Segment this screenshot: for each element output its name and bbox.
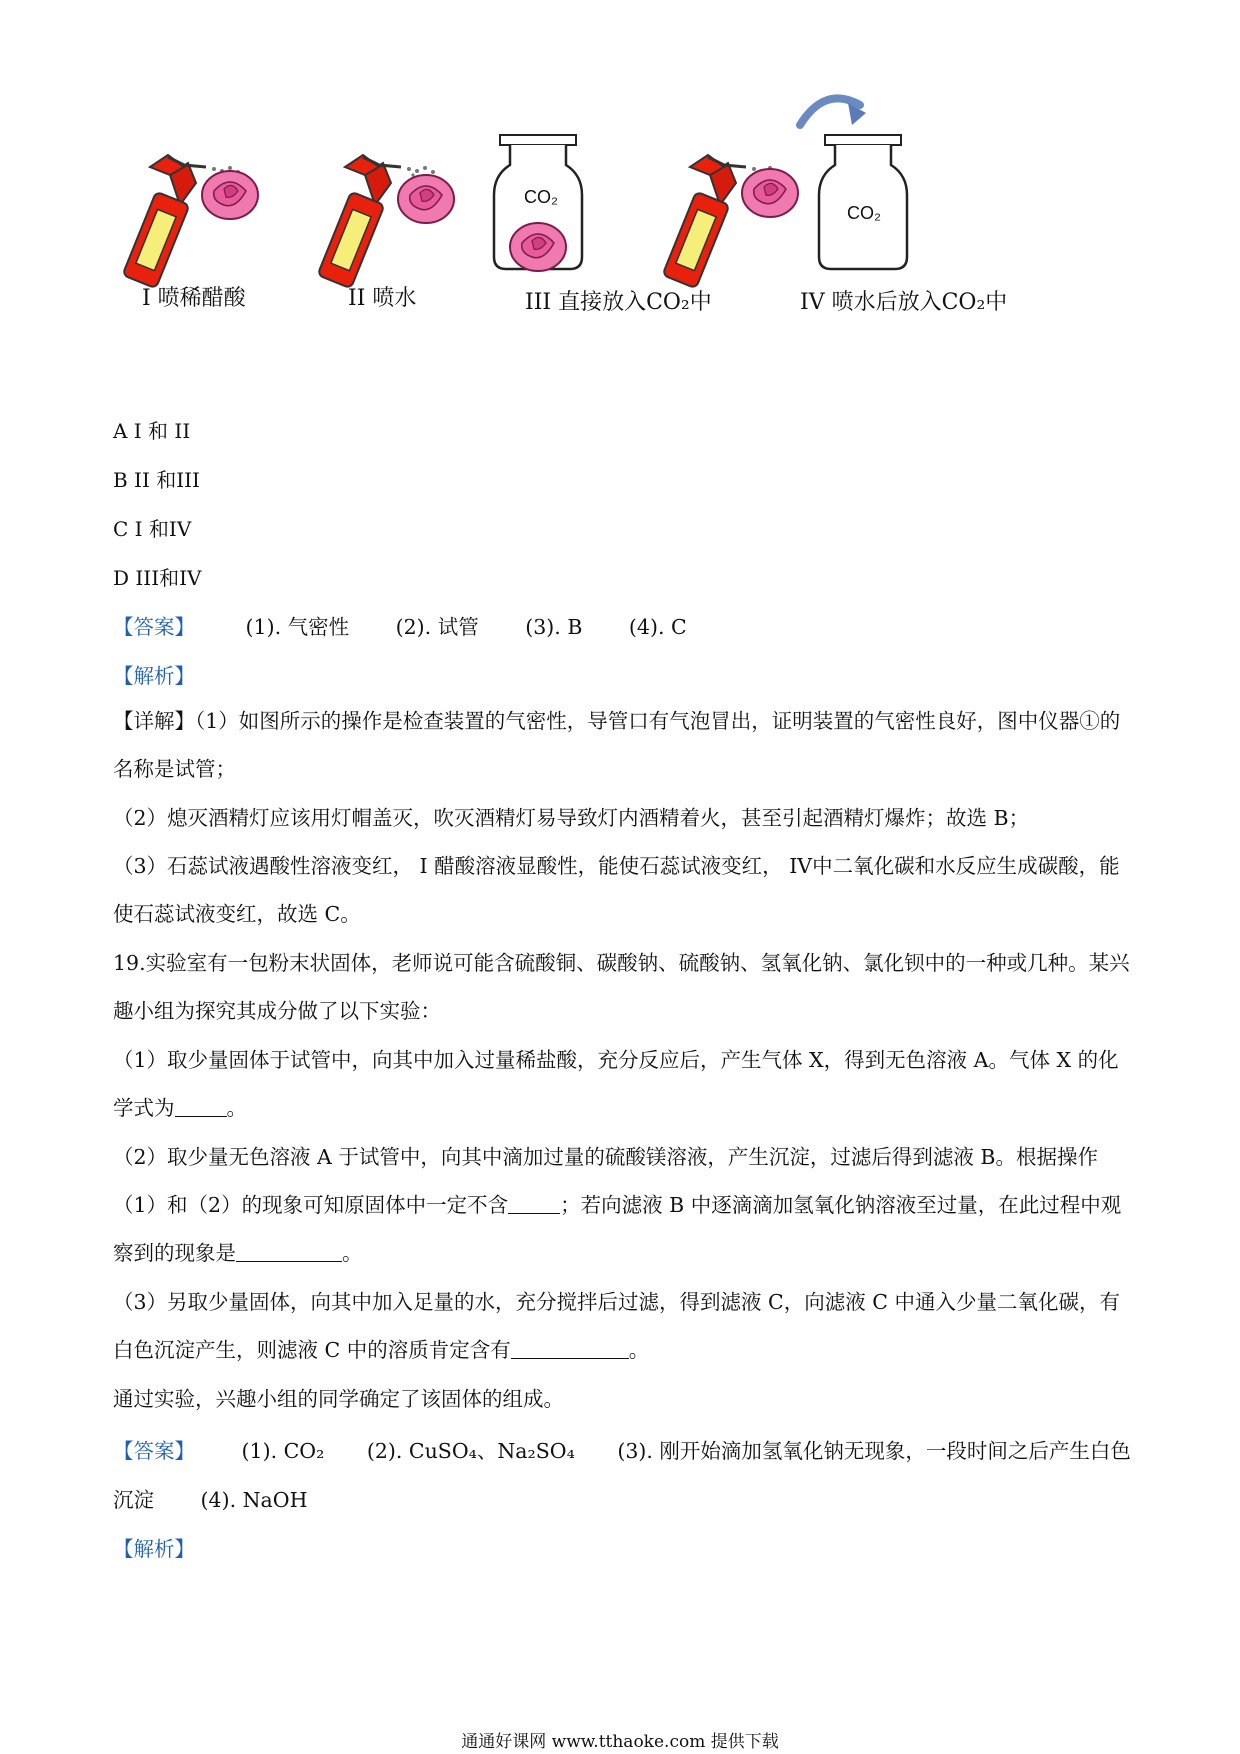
q19-part3-text: （3）另取少量固体，向其中加入足量的水，充分搅拌后过滤，得到滤液 C，向滤液 C 中通入少量二氧化碳，有白色沉淀产生，则滤液 C 中的溶质肯定含有 [113, 1290, 1120, 1362]
experiment-figure [110, 85, 1030, 355]
option-c: C I 和IV [113, 517, 192, 541]
detail-p3: （3）石蕊试液遇酸性溶液变红， I 醋酸溶液显酸性，能使石蕊试液变红， IV中二氧化碳和水反应生成碳酸，能使石蕊试液变红，故选 C。 [113, 854, 1120, 926]
option-b: B II 和III [113, 468, 200, 492]
q19-part3 [113, 1278, 1133, 1374]
jar-text-3: CO₂ [524, 187, 558, 207]
detail-p1 [113, 697, 1133, 793]
answer-blank [511, 1338, 629, 1359]
q19-part2-text-b: ；若向滤液 B 中逐滴滴加氢氧化钠溶液至过量，在此过程中观察到的现象是 [113, 1193, 1122, 1265]
figure-label-3: III 直接放入CO₂中 [525, 290, 712, 315]
option-a: A I 和 II [113, 419, 191, 443]
detail-tag: 【详解】 [113, 709, 195, 733]
q19-part1-end: 。 [226, 1096, 247, 1120]
analysis-tag: 【解析】 [113, 1537, 195, 1561]
answer-item: (3). 刚开始滴加氢氧化钠无现象，一段时间之后产生白色 [617, 1439, 1131, 1463]
q19-part2-text: （2）取少量无色溶液 A 于试管中，向其中滴加过量的硫酸镁溶液，产生沉淀，过滤后得到滤液 B。根据操作（1）和（2）的现象可知原固体中一定不含 [113, 1145, 1098, 1217]
q19-part3-end: 。 [628, 1338, 650, 1362]
q19-part2 [113, 1133, 1133, 1277]
answer-blank [508, 1193, 560, 1214]
figure-label-2: II 喷水 [348, 286, 417, 311]
figure-label-4: IV 喷水后放入CO₂中 [800, 290, 1008, 315]
answer-item: (4). NaOH [200, 1488, 308, 1512]
answer-item: 沉淀 [113, 1488, 154, 1512]
q19-intro: 19.实验室有一包粉末状固体，老师说可能含硫酸铜、碳酸钠、硫酸钠、氢氧化钠、氯化钡中的一种或几种。某兴趣小组为探究其成分做了以下实验： [113, 951, 1130, 1023]
answer-blank [236, 1241, 342, 1262]
answer-tag: 【答案】 [113, 1439, 195, 1463]
answer-blank [175, 1096, 227, 1117]
answer-line-2b [113, 1483, 307, 1513]
figure-label-1: I 喷稀醋酸 [142, 286, 246, 311]
option-d: D III和IV [113, 566, 202, 590]
answer-item: (1). CO₂ [241, 1439, 325, 1463]
rose-icon [202, 171, 258, 219]
answer-line-1 [113, 610, 687, 640]
answer-item: (2). CuSO₄、Na₂SO₄ [366, 1439, 575, 1463]
q19-part2-end: 。 [342, 1241, 363, 1265]
answer-item: (1). 气密性 [245, 615, 350, 639]
jar-text-4: CO₂ [847, 203, 881, 223]
q19-conclusion: 通过实验，兴趣小组的同学确定了该固体的组成。 [113, 1387, 564, 1411]
answer-item: (2). 试管 [395, 615, 479, 639]
answer-tag: 【答案】 [113, 615, 195, 639]
detail-text: （1）如图所示的操作是检查装置的气密性，导管口有气泡冒出，证明装置的气密性良好，图中仪器①的名称是试管； [113, 709, 1121, 781]
q19-part1 [113, 1036, 1133, 1132]
q19-part1-text: （1）取少量固体于试管中，向其中加入过量稀盐酸，充分反应后，产生气体 X，得到无色溶液 A。气体 X 的化学式为 [113, 1048, 1119, 1120]
analysis-tag: 【解析】 [113, 664, 195, 688]
answer-item: (3). B [525, 615, 583, 639]
footer-watermark: 通通好课网 www.tthaoke.com 提供下载 [461, 1732, 779, 1752]
answer-item: (4). C [628, 615, 687, 639]
answer-line-2 [113, 1434, 1131, 1464]
detail-p2: （2）熄灭酒精灯应该用灯帽盖灭，吹灭酒精灯易导致灯内酒精着火，甚至引起酒精灯爆炸；故选 B； [113, 806, 1030, 830]
